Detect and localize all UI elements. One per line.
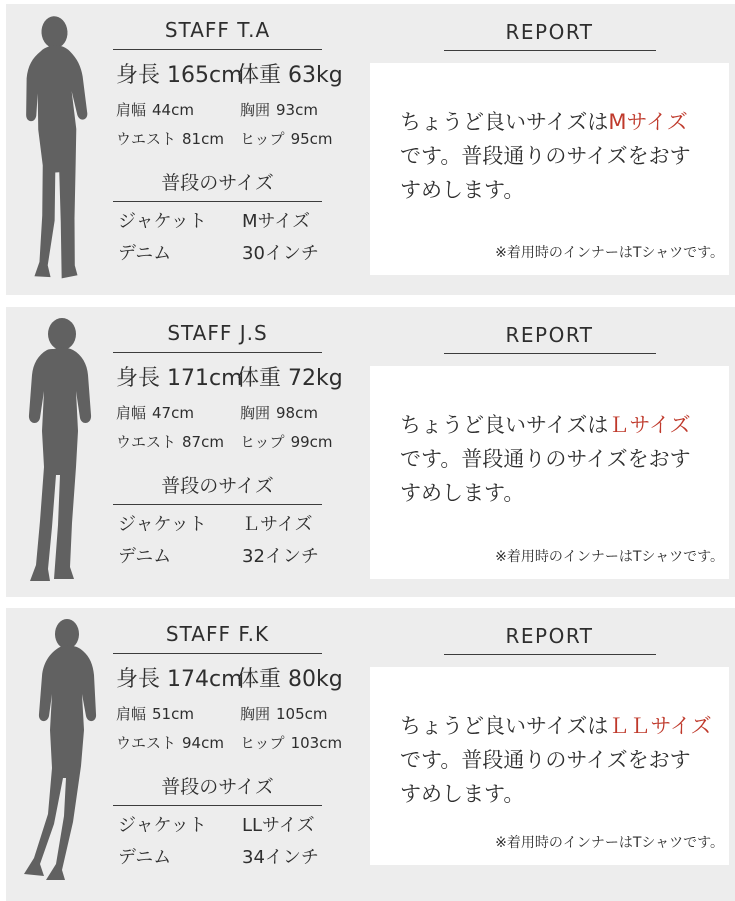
report-title: REPORT	[444, 20, 656, 51]
hip-cell	[240, 130, 333, 148]
recommendation-text	[400, 408, 707, 510]
denim-label: デニム	[118, 243, 172, 264]
shoulder-chest-row	[113, 705, 328, 723]
height-value: 165cm	[167, 63, 243, 88]
shoulder-chest-row	[113, 101, 322, 119]
height-value: 174cm	[167, 667, 243, 692]
weight-cell	[237, 366, 343, 392]
waist-value: 87cm	[182, 433, 224, 451]
recommendation-line3: すめします。	[400, 178, 525, 202]
height-weight-row	[113, 667, 343, 693]
inner-wear-note: ※着用時のインナーはTシャツです。	[495, 835, 724, 851]
denim-label: デニム	[118, 546, 172, 567]
report-title: REPORT	[444, 624, 656, 655]
height-cell	[116, 667, 243, 693]
hip-value: 103cm	[290, 734, 343, 752]
denim-size-value: 34インチ	[242, 847, 319, 868]
waist-hip-row	[113, 734, 343, 752]
recommended-size: Ｌサイズ	[608, 413, 691, 437]
waist-value: 81cm	[182, 130, 224, 148]
hip-label: ヒップ	[240, 130, 285, 148]
denim-size-row	[113, 243, 322, 265]
denim-label: デニム	[118, 847, 172, 868]
recommendation-line2: です。普段通りのサイズをおす	[400, 447, 691, 471]
recommended-size: ＬＬサイズ	[608, 714, 712, 738]
waist-label: ウエスト	[116, 734, 177, 752]
recommendation-text	[400, 709, 712, 811]
shoulder-value: 51cm	[152, 705, 194, 723]
staff-name: STAFF T.A	[113, 18, 322, 50]
weight-label: 体重	[237, 63, 282, 88]
waist-hip-row	[113, 130, 333, 148]
shoulder-cell	[116, 101, 240, 119]
staff-silhouette-image	[10, 14, 114, 286]
shoulder-label: 肩幅	[116, 101, 147, 119]
recommendation-line3: すめします。	[400, 782, 525, 806]
jacket-size-row	[113, 211, 322, 233]
recommendation-line2: です。普段通りのサイズをおす	[400, 144, 691, 168]
waist-hip-row	[113, 433, 333, 451]
weight-label: 体重	[237, 366, 282, 391]
person-silhouette-icon	[10, 317, 114, 589]
waist-value: 94cm	[182, 734, 224, 752]
recommendation-text	[400, 105, 707, 207]
measurements-panel	[113, 622, 343, 869]
report-box	[370, 366, 729, 579]
height-label: 身長	[116, 667, 161, 692]
waist-cell	[116, 130, 240, 148]
person-silhouette-icon	[10, 14, 114, 286]
weight-value: 72kg	[288, 366, 343, 391]
weight-cell	[237, 63, 343, 89]
person-silhouette-icon	[10, 618, 114, 890]
report-panel	[370, 323, 729, 579]
jacket-size-row	[113, 815, 322, 837]
recommendation-line3: すめします。	[400, 481, 525, 505]
chest-value: 98cm	[276, 404, 318, 422]
jacket-size-value: LLサイズ	[242, 815, 315, 836]
chest-label: 胸囲	[240, 404, 271, 422]
height-label: 身長	[116, 366, 161, 391]
denim-size-row	[113, 546, 322, 568]
shoulder-chest-row	[113, 404, 322, 422]
shoulder-cell	[116, 705, 240, 723]
inner-wear-note: ※着用時のインナーはTシャツです。	[495, 245, 724, 261]
denim-size-value: 30インチ	[242, 243, 319, 264]
staff-section	[6, 307, 735, 597]
jacket-size-value: Ｌサイズ	[242, 514, 313, 535]
jacket-size-row	[113, 514, 322, 536]
chest-value: 105cm	[276, 705, 328, 723]
recommendation-line1: ちょうど良いサイズはMサイズ	[400, 110, 688, 134]
shoulder-value: 44cm	[152, 101, 194, 119]
denim-size-value: 32インチ	[242, 546, 319, 567]
shoulder-cell	[116, 404, 240, 422]
jacket-size-value: Mサイズ	[242, 211, 311, 232]
height-weight-row	[113, 63, 343, 89]
weight-cell	[237, 667, 343, 693]
weight-value: 80kg	[288, 667, 343, 692]
chest-value: 93cm	[276, 101, 318, 119]
chest-cell	[240, 705, 328, 723]
report-panel	[370, 20, 729, 275]
height-label: 身長	[116, 63, 161, 88]
hip-value: 95cm	[290, 130, 333, 148]
staff-silhouette-image	[10, 317, 114, 589]
usual-size-title: 普段のサイズ	[113, 172, 322, 202]
hip-cell	[240, 734, 342, 752]
hip-label: ヒップ	[240, 734, 285, 752]
jacket-label: ジャケット	[118, 815, 207, 836]
weight-label: 体重	[237, 667, 282, 692]
hip-label: ヒップ	[240, 433, 285, 451]
waist-label: ウエスト	[116, 433, 177, 451]
shoulder-label: 肩幅	[116, 705, 147, 723]
measurements-panel	[113, 18, 343, 265]
staff-section	[6, 4, 735, 295]
weight-value: 63kg	[288, 63, 343, 88]
staff-section	[6, 608, 735, 901]
usual-size-title: 普段のサイズ	[113, 776, 322, 806]
hip-cell	[240, 433, 333, 451]
shoulder-value: 47cm	[152, 404, 194, 422]
staff-name: STAFF F.K	[113, 622, 322, 654]
denim-size-row	[113, 847, 322, 869]
recommendation-line1: ちょうど良いサイズはＬＬサイズ	[400, 714, 712, 738]
waist-label: ウエスト	[116, 130, 177, 148]
staff-silhouette-image	[10, 618, 114, 890]
height-cell	[116, 63, 243, 89]
hip-value: 99cm	[290, 433, 333, 451]
measurements-panel	[113, 321, 343, 568]
report-box	[370, 63, 729, 275]
chest-cell	[240, 101, 322, 119]
recommended-size: Mサイズ	[608, 110, 688, 134]
chest-label: 胸囲	[240, 705, 271, 723]
chest-cell	[240, 404, 322, 422]
recommendation-line1: ちょうど良いサイズはＬサイズ	[400, 413, 691, 437]
report-title: REPORT	[444, 323, 656, 354]
staff-name: STAFF J.S	[113, 321, 322, 353]
report-panel	[370, 624, 729, 865]
report-box	[370, 667, 729, 865]
waist-cell	[116, 734, 240, 752]
height-cell	[116, 366, 243, 392]
shoulder-label: 肩幅	[116, 404, 147, 422]
inner-wear-note: ※着用時のインナーはTシャツです。	[495, 549, 724, 565]
recommendation-line2: です。普段通りのサイズをおす	[400, 748, 691, 772]
height-value: 171cm	[167, 366, 243, 391]
jacket-label: ジャケット	[118, 211, 207, 232]
usual-size-title: 普段のサイズ	[113, 475, 322, 505]
waist-cell	[116, 433, 240, 451]
height-weight-row	[113, 366, 343, 392]
chest-label: 胸囲	[240, 101, 271, 119]
jacket-label: ジャケット	[118, 514, 207, 535]
